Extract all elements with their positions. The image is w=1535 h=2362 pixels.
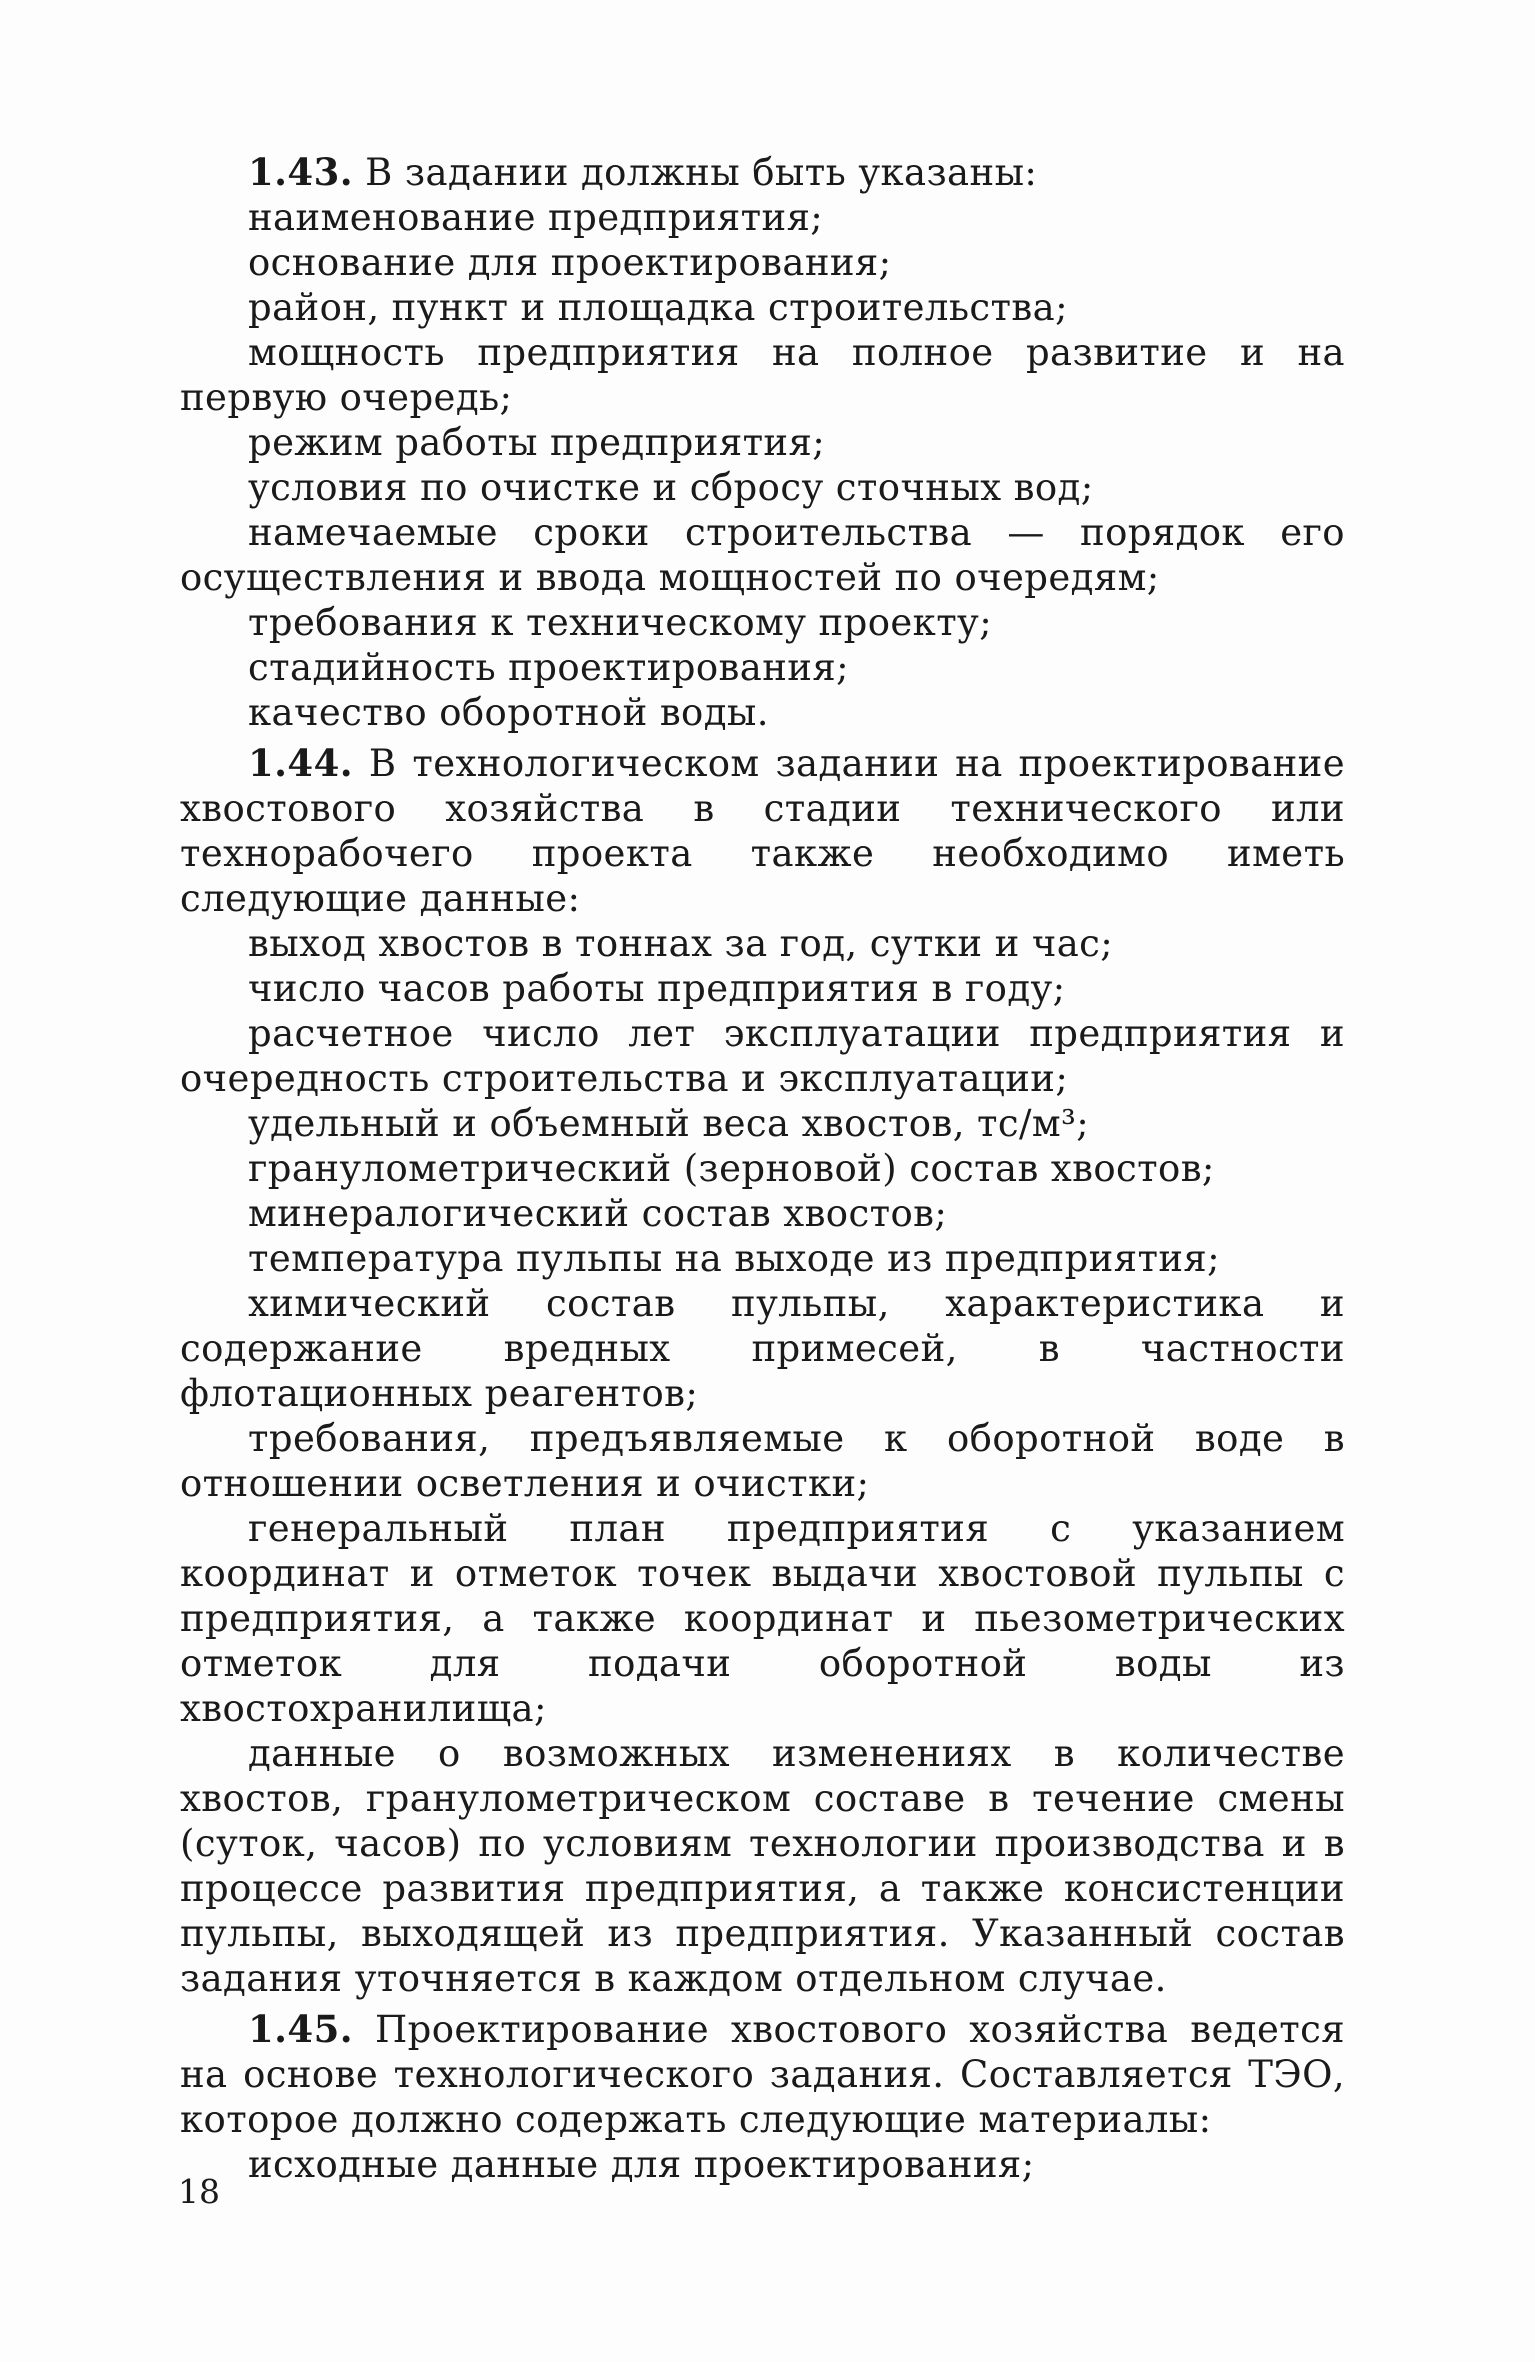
section-1-45-heading [180,2007,1345,2142]
list-item: химический состав пульпы, характеристика и содержание вредных примесей, в частности флотационных реагентов; [180,1282,1345,1415]
list-item: условия по очистке и сбросу сточных вод; [248,466,1094,509]
section-1-44-heading [180,741,1345,921]
list-item: стадийность проектирования; [248,646,849,689]
list-item: генеральный план предприятия с указанием координат и отметок точек выдачи хвостовой пульпы с предприятия, а также координат и пьезометрических отметок для подачи оборотной воды из хвостохранилища; [180,1507,1345,1730]
list-item: удельный и объемный веса хвостов, тс/м³; [248,1102,1090,1145]
list-item: расчетное число лет эксплуатации предприятия и очередность строительства и эксплуатации; [180,1012,1345,1100]
list-item: режим работы предприятия; [248,421,826,464]
section-intro: В технологическом задании на проектирование хвостового хозяйства в стадии технического или технорабочего проекта также необходимо иметь следующие данные: [180,742,1345,920]
list-item: район, пункт и площадка строительства; [248,286,1068,329]
text-body [180,150,1345,2187]
section-1-43-heading [180,150,1345,195]
page-number: 18 [178,2172,220,2211]
list-item: наименование предприятия; [248,196,824,239]
section-number: 1.43. [248,150,353,194]
list-item: выход хвостов в тоннах за год, сутки и час; [248,922,1114,965]
section-intro: В задании должны быть указаны: [365,151,1038,194]
list-item: намечаемые сроки строительства — порядок его осуществления и ввода мощностей по очередям; [180,511,1345,599]
list-item: температура пульпы на выходе из предприятия; [248,1237,1220,1280]
list-item: мощность предприятия на полное развитие и на первую очередь; [180,331,1345,419]
section-number: 1.45. [248,2007,353,2051]
list-item: требования к техническому проекту; [248,601,993,644]
list-item: минералогический состав хвостов; [248,1192,948,1235]
list-item: исходные данные для проектирования; [248,2143,1035,2186]
list-item: требования, предъявляемые к оборотной воде в отношении осветления и очистки; [180,1417,1345,1505]
section-number: 1.44. [248,741,353,785]
list-item: данные о возможных изменениях в количестве хвостов, гранулометрическом составе в течение смены (суток, часов) по условиям технологии производства и в процессе развития предприятия, а также консистенции пульпы, выходящей из предприятия. Указанный состав задания уточняется в каждом отдельном случае. [180,1732,1345,2000]
list-item: качество оборотной воды. [248,691,769,734]
list-item: основание для проектирования; [248,241,892,284]
list-item: число часов работы предприятия в году; [248,967,1066,1010]
list-item: гранулометрический (зерновой) состав хвостов; [248,1147,1215,1190]
section-intro: Проектирование хвостового хозяйства ведется на основе технологического задания. Составляется ТЭО, которое должно содержать следующие материалы: [180,2008,1345,2141]
